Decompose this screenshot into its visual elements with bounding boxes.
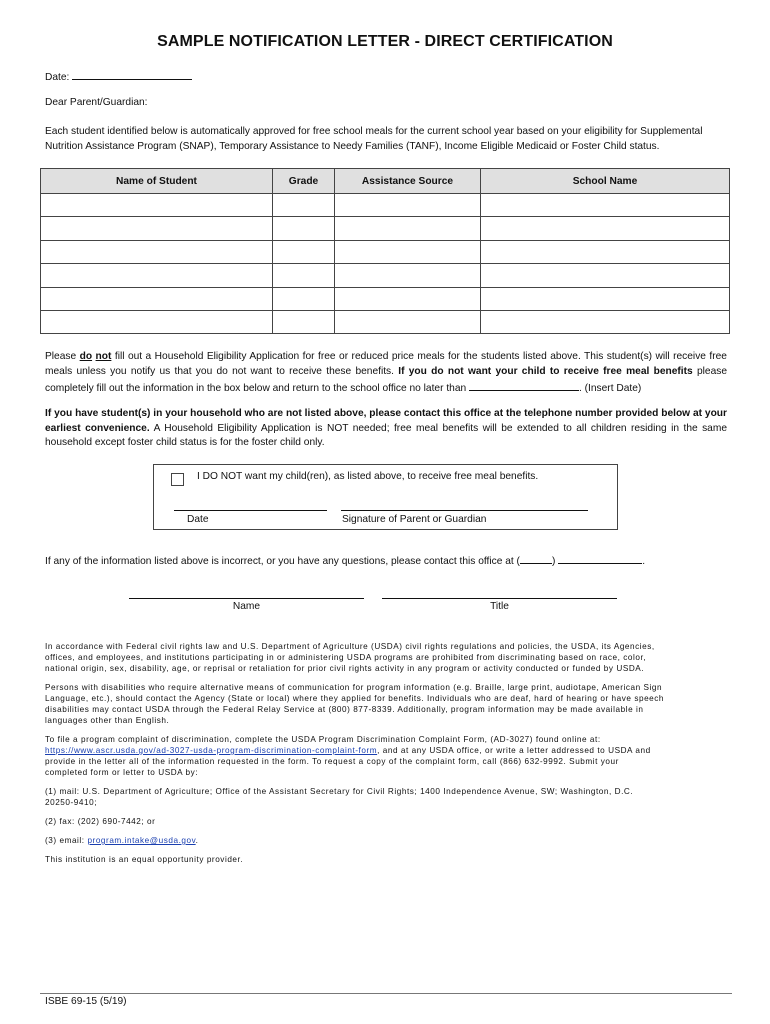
civil-rights-line: languages other than English.: [45, 716, 170, 725]
date-signature-line[interactable]: [174, 510, 327, 511]
civil-rights-line: national origin, sex, disability, age, or reprisal or retaliation for prior civil rights activity in any program or activity conducted or funded by USDA.: [45, 664, 645, 673]
table-cell[interactable]: [273, 287, 335, 310]
header-grade: Grade: [273, 169, 335, 194]
parent-signature-line[interactable]: [341, 510, 588, 511]
please-text: fill out a Household Eligibility Application for free or reduced price meals for the students listed above. This student(s) will receive free: [114, 351, 727, 362]
table-cell[interactable]: [273, 217, 335, 240]
not-listed-paragraph: [45, 407, 727, 451]
please-text: completely fill out the information in the box below and return to the school office no later than: [45, 383, 467, 394]
form-number: ISBE 69-15 (5/19): [45, 996, 127, 1007]
civil-rights-line: (1) mail: U.S. Department of Agriculture; Office of the Assistant Secretary for Civil Rights; 1400 Independence Avenue, SW; Washington, D.C.: [45, 787, 634, 796]
intro-paragraph: [45, 125, 735, 154]
table-cell[interactable]: [41, 217, 273, 240]
civil-rights-line: Language, etc.), should contact the Agency (State or local) where they applied for benefits. Individuals who are deaf, hard of hearing or have speech: [45, 694, 665, 703]
civil-rights-line: 20250-9410;: [45, 798, 98, 807]
table-cell[interactable]: [41, 264, 273, 287]
salutation: Dear Parent/Guardian:: [45, 97, 148, 108]
table-cell[interactable]: [335, 264, 481, 287]
contact-line: [45, 552, 645, 570]
table-row: [41, 194, 730, 217]
name-label: Name: [232, 601, 261, 612]
title-line[interactable]: [382, 598, 617, 599]
please-word: Please: [45, 351, 77, 362]
not-listed-line: If you have student(s) in your household who are not listed above, please contact this office at the telephone number provided below at your: [45, 408, 727, 419]
date-line: [45, 68, 192, 86]
not-listed-line: [45, 422, 727, 437]
contact-text: .: [642, 556, 646, 567]
table-cell[interactable]: [481, 217, 730, 240]
table-cell[interactable]: [335, 287, 481, 310]
not-listed-line: household except foster child status is for the foster child only.: [45, 437, 325, 448]
please-paragraph: [45, 350, 727, 397]
please-bold-text: If you do not want your child to receive free meal benefits: [398, 365, 693, 377]
emphasis-not: not: [95, 351, 112, 362]
date-label: Date:: [45, 72, 70, 83]
table-cell[interactable]: [481, 287, 730, 310]
table-cell[interactable]: [41, 310, 273, 333]
please-line: [45, 379, 727, 397]
fax-line: (2) fax: (202) 690-7442; or: [45, 817, 156, 826]
table-cell[interactable]: [273, 240, 335, 263]
table-cell[interactable]: [335, 194, 481, 217]
table-row: [41, 240, 730, 263]
civil-rights-statement: [45, 641, 735, 865]
table-cell[interactable]: [481, 240, 730, 263]
title-label: Title: [490, 601, 509, 612]
table-cell[interactable]: [481, 194, 730, 217]
civil-rights-text: , and at any USDA office, or write a letter addressed to USDA and: [377, 746, 651, 755]
table-cell[interactable]: [481, 310, 730, 333]
table-cell[interactable]: [41, 240, 273, 263]
civil-rights-line: Persons with disabilities who require alternative means of communication for program information (e.g. Braille, large print, audiotape, American Sign: [45, 683, 663, 692]
table-cell[interactable]: [335, 310, 481, 333]
civil-rights-text: (3) email:: [45, 836, 88, 845]
area-code-blank[interactable]: [520, 552, 552, 564]
civil-rights-line: provide in the letter all of the information requested in the form. To request a copy of the complaint form, call (866) 632-9992. Submit your: [45, 757, 619, 766]
table-cell[interactable]: [273, 194, 335, 217]
civil-rights-paragraph-1: [45, 641, 735, 674]
table-cell[interactable]: [481, 264, 730, 287]
table-cell[interactable]: [335, 240, 481, 263]
header-name-of-student: Name of Student: [41, 169, 273, 194]
return-date-blank[interactable]: [469, 379, 579, 391]
table-row: [41, 310, 730, 333]
opt-out-box: [153, 464, 618, 530]
please-text: . (Insert Date): [579, 383, 642, 394]
civil-rights-line: offices, and employees, and institutions participating in or administering USDA programs are prohibited from discriminating based on race, color,: [45, 653, 647, 662]
civil-rights-text: .: [195, 836, 199, 845]
opt-out-label: I DO NOT want my child(ren), as listed above, to receive free meal benefits.: [197, 471, 539, 482]
table-cell[interactable]: [41, 194, 273, 217]
table-cell[interactable]: [335, 217, 481, 240]
table-header-row: [41, 169, 730, 194]
table-row: [41, 264, 730, 287]
date-blank[interactable]: [72, 68, 192, 80]
table-row: [41, 287, 730, 310]
opt-out-date-label: Date: [187, 514, 209, 525]
table-cell[interactable]: [273, 264, 335, 287]
table-cell[interactable]: [41, 287, 273, 310]
civil-rights-line: To file a program complaint of discrimination, complete the USDA Program Discrimination Complaint Form, (AD-3027) found online at:: [45, 735, 601, 744]
please-text: please: [696, 365, 727, 377]
page-title: SAMPLE NOTIFICATION LETTER - DIRECT CERTIFICATION: [157, 33, 613, 50]
footer-rule: [40, 993, 732, 994]
intro-line: Nutrition Assistance Program (SNAP), Temporary Assistance to Needy Families (TANF), Income Eligible Medicaid or Foster Child status.: [45, 140, 660, 152]
civil-rights-line: completed form or letter to USDA by:: [45, 768, 199, 777]
contact-text: If any of the information listed above is incorrect, or you have any questions, please contact this office at (: [45, 556, 520, 567]
not-listed-bold: earliest convenience.: [45, 422, 150, 434]
signature-label: Signature of Parent or Guardian: [342, 514, 487, 525]
opt-out-checkbox[interactable]: [171, 473, 184, 486]
civil-rights-line: In accordance with Federal civil rights law and U.S. Department of Agriculture (USDA) civil rights regulations and policies, the USDA, its Agencies,: [45, 642, 655, 651]
table-cell[interactable]: [273, 310, 335, 333]
civil-rights-line: disabilities may contact USDA through the Federal Relay Service at (800) 877-8339. Additionally, program information may be made available in: [45, 705, 644, 714]
complaint-form-link[interactable]: https://www.ascr.usda.gov/ad-3027-usda-program-discrimination-complaint-form: [45, 746, 378, 755]
phone-blank[interactable]: [558, 552, 642, 564]
please-line: [45, 365, 727, 380]
header-assistance-source: Assistance Source: [335, 169, 481, 194]
students-table: [40, 168, 730, 334]
civil-rights-line: [45, 745, 735, 756]
mail-address: [45, 786, 735, 808]
contact-text: ): [551, 556, 556, 567]
not-listed-text: A Household Eligibility Application is NOT needed; free meal benefits will be extended to all children residing in the same: [153, 422, 727, 434]
header-school-name: School Name: [481, 169, 730, 194]
please-line: [45, 350, 727, 365]
table-row: [41, 217, 730, 240]
equal-opportunity-line: This institution is an equal opportunity provider.: [45, 855, 244, 864]
name-line[interactable]: [129, 598, 364, 599]
civil-rights-paragraph-3: [45, 734, 735, 778]
emphasis-do: do: [79, 351, 93, 362]
email-line: [45, 835, 735, 846]
civil-rights-paragraph-2: [45, 682, 735, 726]
please-text: meals unless you notify us that you do not want to receive these benefits.: [45, 365, 394, 377]
intro-line: Each student identified below is automatically approved for free school meals for the current school year based on your eligibility for Supplemental: [45, 126, 703, 137]
email-link[interactable]: program.intake@usda.gov: [87, 836, 196, 845]
